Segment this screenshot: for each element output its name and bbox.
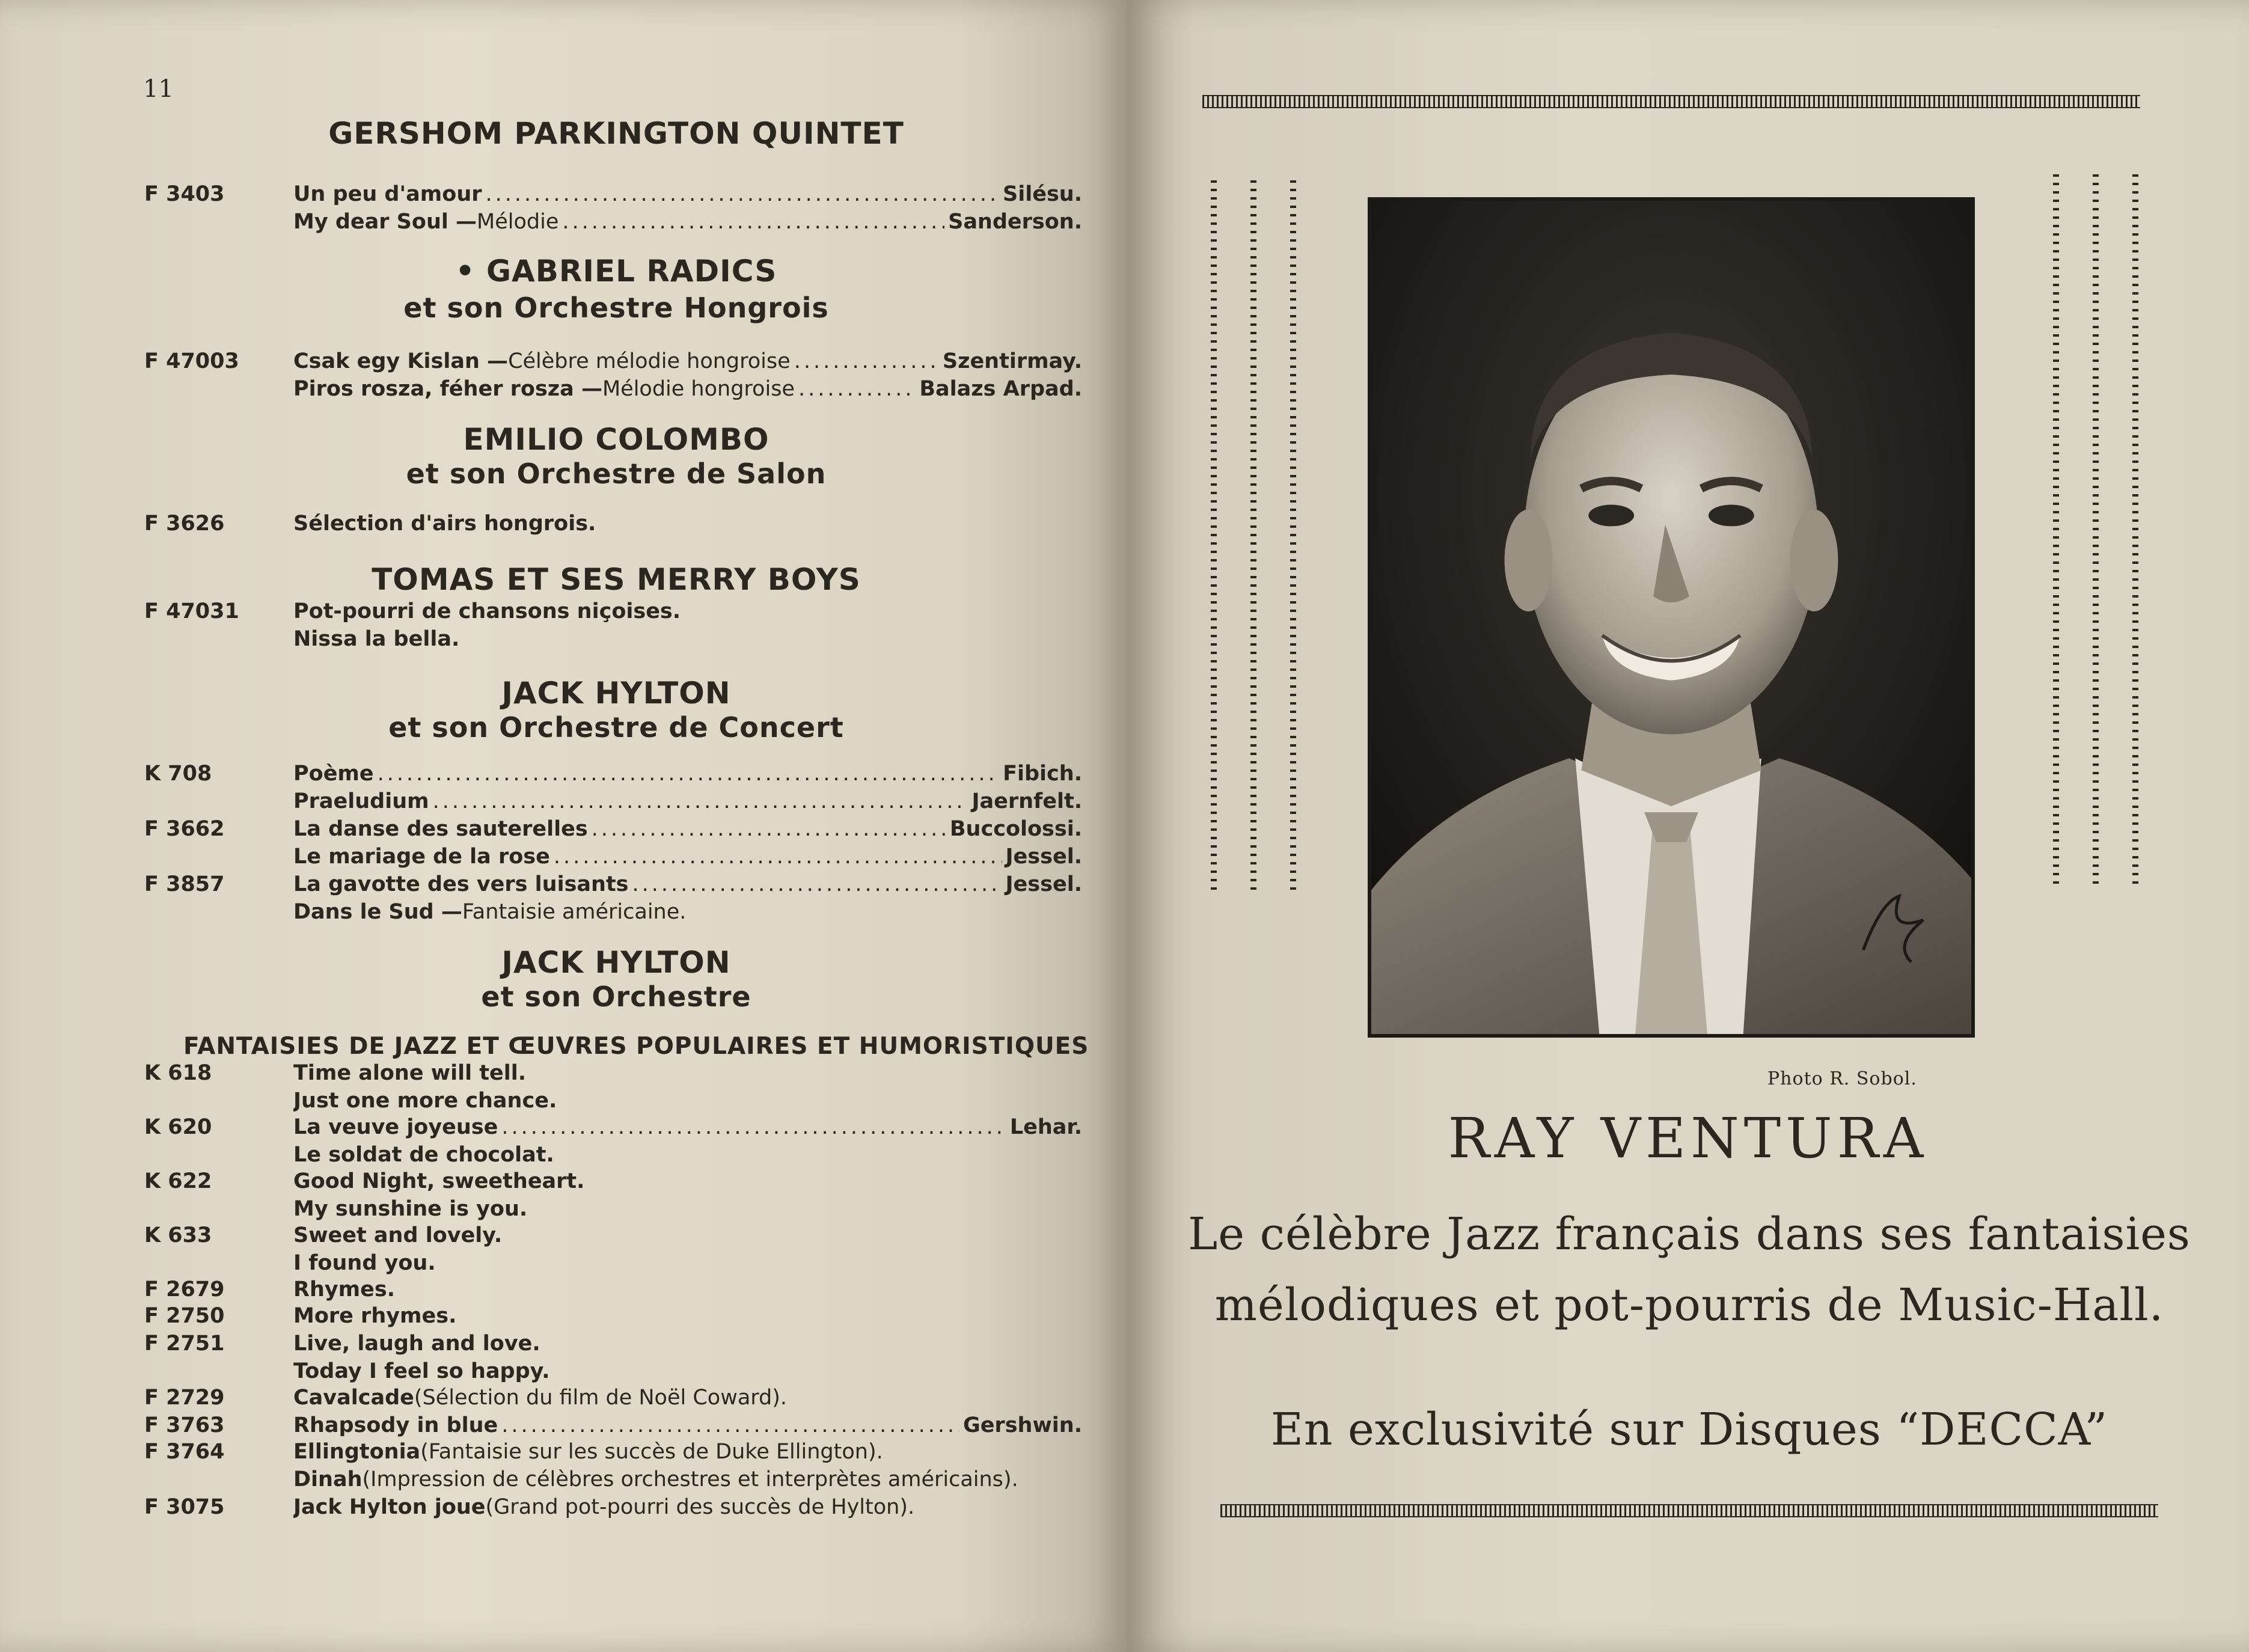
catalog-number: F 3764 (144, 1440, 225, 1464)
record-line (293, 598, 1082, 625)
record-row (144, 1167, 1082, 1195)
photo-credit: Photo R. Sobol. (1767, 1068, 1917, 1089)
bottom-border-ornament (1220, 1504, 2158, 1517)
leader-dots (632, 870, 1002, 898)
composer: Balazs Arpad. (919, 377, 1082, 401)
leader-dots (592, 815, 946, 843)
record-title: Rhymes. (293, 1277, 396, 1302)
record-description: Mélodie (477, 210, 559, 234)
record-description: Fantaisie américaine. (462, 900, 687, 924)
catalog-number: F 2751 (144, 1332, 225, 1356)
catalog-number: F 2729 (144, 1386, 225, 1410)
record-description: Célèbre mélodie hongroise (508, 349, 791, 373)
record-title: Nissa la bella. (293, 627, 460, 651)
composer: Gershwin. (962, 1413, 1082, 1437)
record-title: La veuve joyeuse (293, 1115, 498, 1139)
catalog-number: F 47003 (144, 349, 239, 373)
record-line (293, 1195, 1082, 1223)
record-line (293, 1059, 1082, 1087)
record-row (144, 1195, 1082, 1223)
left-ornament-line-1 (1211, 180, 1217, 890)
record-line (293, 843, 1082, 870)
catalog-number: F 3075 (144, 1495, 225, 1519)
record-row (144, 375, 1082, 403)
record-row (144, 1438, 1082, 1466)
record-title: Le mariage de la rose (293, 845, 550, 869)
decca-exclusive: En exclusivité sur Disques “DECCA” (1270, 1404, 2108, 1455)
section-title-hylton-concert: JACK HYLTON (501, 676, 731, 711)
record-title: Dinah (293, 1467, 363, 1491)
section-title-hylton-orchestre: JACK HYLTON (501, 945, 731, 980)
record-title: Cavalcade (293, 1386, 414, 1410)
record-row (144, 1493, 1082, 1521)
catalog-number: F 3403 (144, 182, 225, 206)
record-row (144, 1384, 1082, 1412)
record-title: Jack Hylton joue (293, 1495, 486, 1519)
record-row (144, 1113, 1082, 1141)
composer: Szentirmay. (942, 349, 1082, 373)
catalog-number: F 3763 (144, 1413, 225, 1437)
catalog-number: K 633 (144, 1223, 212, 1247)
record-title: Rhapsody in blue (293, 1413, 498, 1437)
record-row (144, 1249, 1082, 1277)
record-row (144, 1222, 1082, 1249)
record-line (293, 870, 1082, 898)
left-ornament-line-3 (1290, 180, 1296, 890)
catalog-number: F 2679 (144, 1277, 225, 1302)
record-row (144, 843, 1082, 870)
record-line (293, 1357, 1082, 1385)
portrait-image (1371, 201, 1971, 1034)
leader-dots (433, 788, 968, 815)
record-line (293, 1438, 1082, 1466)
catalog-number: F 3857 (144, 872, 225, 896)
record-title: Just one more chance. (293, 1089, 557, 1113)
record-line (293, 815, 1082, 843)
record-row (144, 598, 1082, 625)
record-line (293, 1493, 1082, 1521)
record-line (293, 1412, 1082, 1439)
record-line (293, 375, 1082, 403)
section-title-radics: • GABRIEL RADICS (455, 254, 777, 289)
record-title: Sélection d'airs hongrois. (293, 512, 596, 536)
catalog-number: K 618 (144, 1061, 212, 1085)
catalog-number: F 3662 (144, 817, 225, 841)
record-title: La danse des sauterelles (293, 817, 588, 841)
record-line (293, 1384, 1082, 1412)
record-line (293, 760, 1082, 788)
record-description: (Sélection du film de Noël Coward). (414, 1386, 788, 1410)
record-title: More rhymes. (293, 1304, 457, 1328)
record-line (293, 347, 1082, 375)
record-row (144, 870, 1082, 898)
record-description: Mélodie hongroise (602, 377, 795, 401)
composer: Jessel. (1005, 872, 1082, 896)
composer: Fibich. (1003, 762, 1082, 786)
record-line (293, 180, 1082, 208)
record-title: Le soldat de chocolat. (293, 1143, 554, 1167)
record-line (293, 1249, 1082, 1277)
record-line (293, 510, 1082, 537)
right-ornament-line-3 (2132, 174, 2138, 884)
right-ornament-line-1 (2053, 174, 2059, 884)
record-title: Time alone will tell. (293, 1061, 527, 1085)
record-row (144, 1059, 1082, 1087)
section-subtitle-hylton-concert: et son Orchestre de Concert (388, 711, 844, 744)
record-title: Un peu d'amour (293, 182, 482, 206)
record-title: Poème (293, 762, 374, 786)
record-row (144, 1087, 1082, 1115)
composer: Jaernfelt. (972, 789, 1082, 813)
record-title: Dans le Sud — (293, 900, 462, 924)
catalog-number: K 708 (144, 762, 212, 786)
catalog-number: F 3626 (144, 512, 225, 536)
record-title: Good Night, sweetheart. (293, 1169, 585, 1193)
record-row (144, 1412, 1082, 1439)
record-title: Piros rosza, féher rosza — (293, 377, 602, 401)
record-row (144, 760, 1082, 788)
record-row (144, 347, 1082, 375)
record-line (293, 1087, 1082, 1115)
record-title: Today I feel so happy. (293, 1359, 550, 1383)
record-row (144, 1141, 1082, 1169)
leader-dots (501, 1412, 959, 1439)
record-title: My sunshine is you. (293, 1197, 528, 1221)
leader-dots (486, 180, 1000, 208)
catalog-number: F 2750 (144, 1304, 225, 1328)
record-title: My dear Soul — (293, 210, 477, 234)
leader-dots (554, 843, 1002, 870)
record-line (293, 1330, 1082, 1357)
record-row (144, 1357, 1082, 1385)
record-description: (Impression de célèbres orchestres et interprètes américains). (362, 1467, 1018, 1491)
artist-name: RAY VENTURA (1448, 1106, 1929, 1170)
composer: Silésu. (1003, 182, 1082, 206)
catalog-number: F 47031 (144, 599, 239, 623)
section-title-tomas: TOMAS ET SES MERRY BOYS (372, 562, 861, 597)
composer: Sanderson. (948, 210, 1082, 234)
record-line (293, 788, 1082, 815)
leader-dots (794, 347, 939, 375)
leader-dots (378, 760, 999, 788)
record-title: Live, laugh and love. (293, 1332, 540, 1356)
composer: Jessel. (1005, 845, 1082, 869)
portrait-photo (1368, 197, 1975, 1038)
record-line (293, 1141, 1082, 1169)
record-title: La gavotte des vers luisants (293, 872, 629, 896)
section-subtitle-radics: et son Orchestre Hongrois (403, 292, 829, 324)
record-line (293, 1167, 1082, 1195)
right-ornament-line-2 (2093, 174, 2099, 884)
section-subtitle-colombo: et son Orchestre de Salon (406, 457, 827, 490)
page-number: 11 (143, 75, 174, 103)
composer: Lehar. (1009, 1115, 1082, 1139)
record-description: (Fantaisie sur les succès de Duke Ellington). (420, 1440, 883, 1464)
section-title-gershom: GERSHOM PARKINGTON QUINTET (328, 116, 904, 151)
record-row (144, 1330, 1082, 1357)
record-row (144, 815, 1082, 843)
record-line (293, 1276, 1082, 1303)
record-title: Ellingtonia (293, 1440, 421, 1464)
record-row (144, 1302, 1082, 1330)
record-line (293, 1222, 1082, 1249)
top-border-ornament (1202, 95, 2140, 108)
record-row (144, 788, 1082, 815)
record-line (293, 625, 1082, 653)
record-row (144, 1466, 1082, 1493)
record-title: I found you. (293, 1251, 436, 1275)
record-title: Sweet and lovely. (293, 1223, 503, 1247)
record-row (144, 510, 1082, 537)
record-line (293, 1302, 1082, 1330)
catalog-number: K 620 (144, 1115, 212, 1139)
section-subtitle-hylton-orchestre: et son Orchestre (481, 980, 751, 1013)
record-description: (Grand pot-pourri des succès de Hylton). (485, 1495, 915, 1519)
record-line (293, 208, 1082, 236)
record-line (293, 898, 1082, 926)
leader-dots (562, 208, 944, 236)
record-row (144, 180, 1082, 208)
tagline-line-1: Le célèbre Jazz français dans ses fantaisies (1188, 1208, 2191, 1260)
record-row (144, 898, 1082, 926)
record-title: Pot-pourri de chansons niçoises. (293, 599, 681, 623)
record-row (144, 208, 1082, 236)
catalog-number: K 622 (144, 1169, 212, 1193)
fantaisies-heading: FANTAISIES DE JAZZ ET ŒUVRES POPULAIRES ET HUMORISTIQUES (183, 1033, 1089, 1060)
leader-dots (798, 375, 916, 403)
tagline-line-2: mélodiques et pot-pourris de Music-Hall. (1214, 1279, 2164, 1331)
record-title: Praeludium (293, 789, 429, 813)
record-row (144, 1276, 1082, 1303)
record-title: Csak egy Kislan — (293, 349, 509, 373)
section-title-colombo: EMILIO COLOMBO (463, 422, 770, 457)
record-line (293, 1113, 1082, 1141)
composer: Buccolossi. (949, 817, 1082, 841)
leader-dots (501, 1113, 1006, 1141)
record-row (144, 625, 1082, 653)
record-line (293, 1466, 1082, 1493)
left-ornament-line-2 (1250, 180, 1256, 890)
